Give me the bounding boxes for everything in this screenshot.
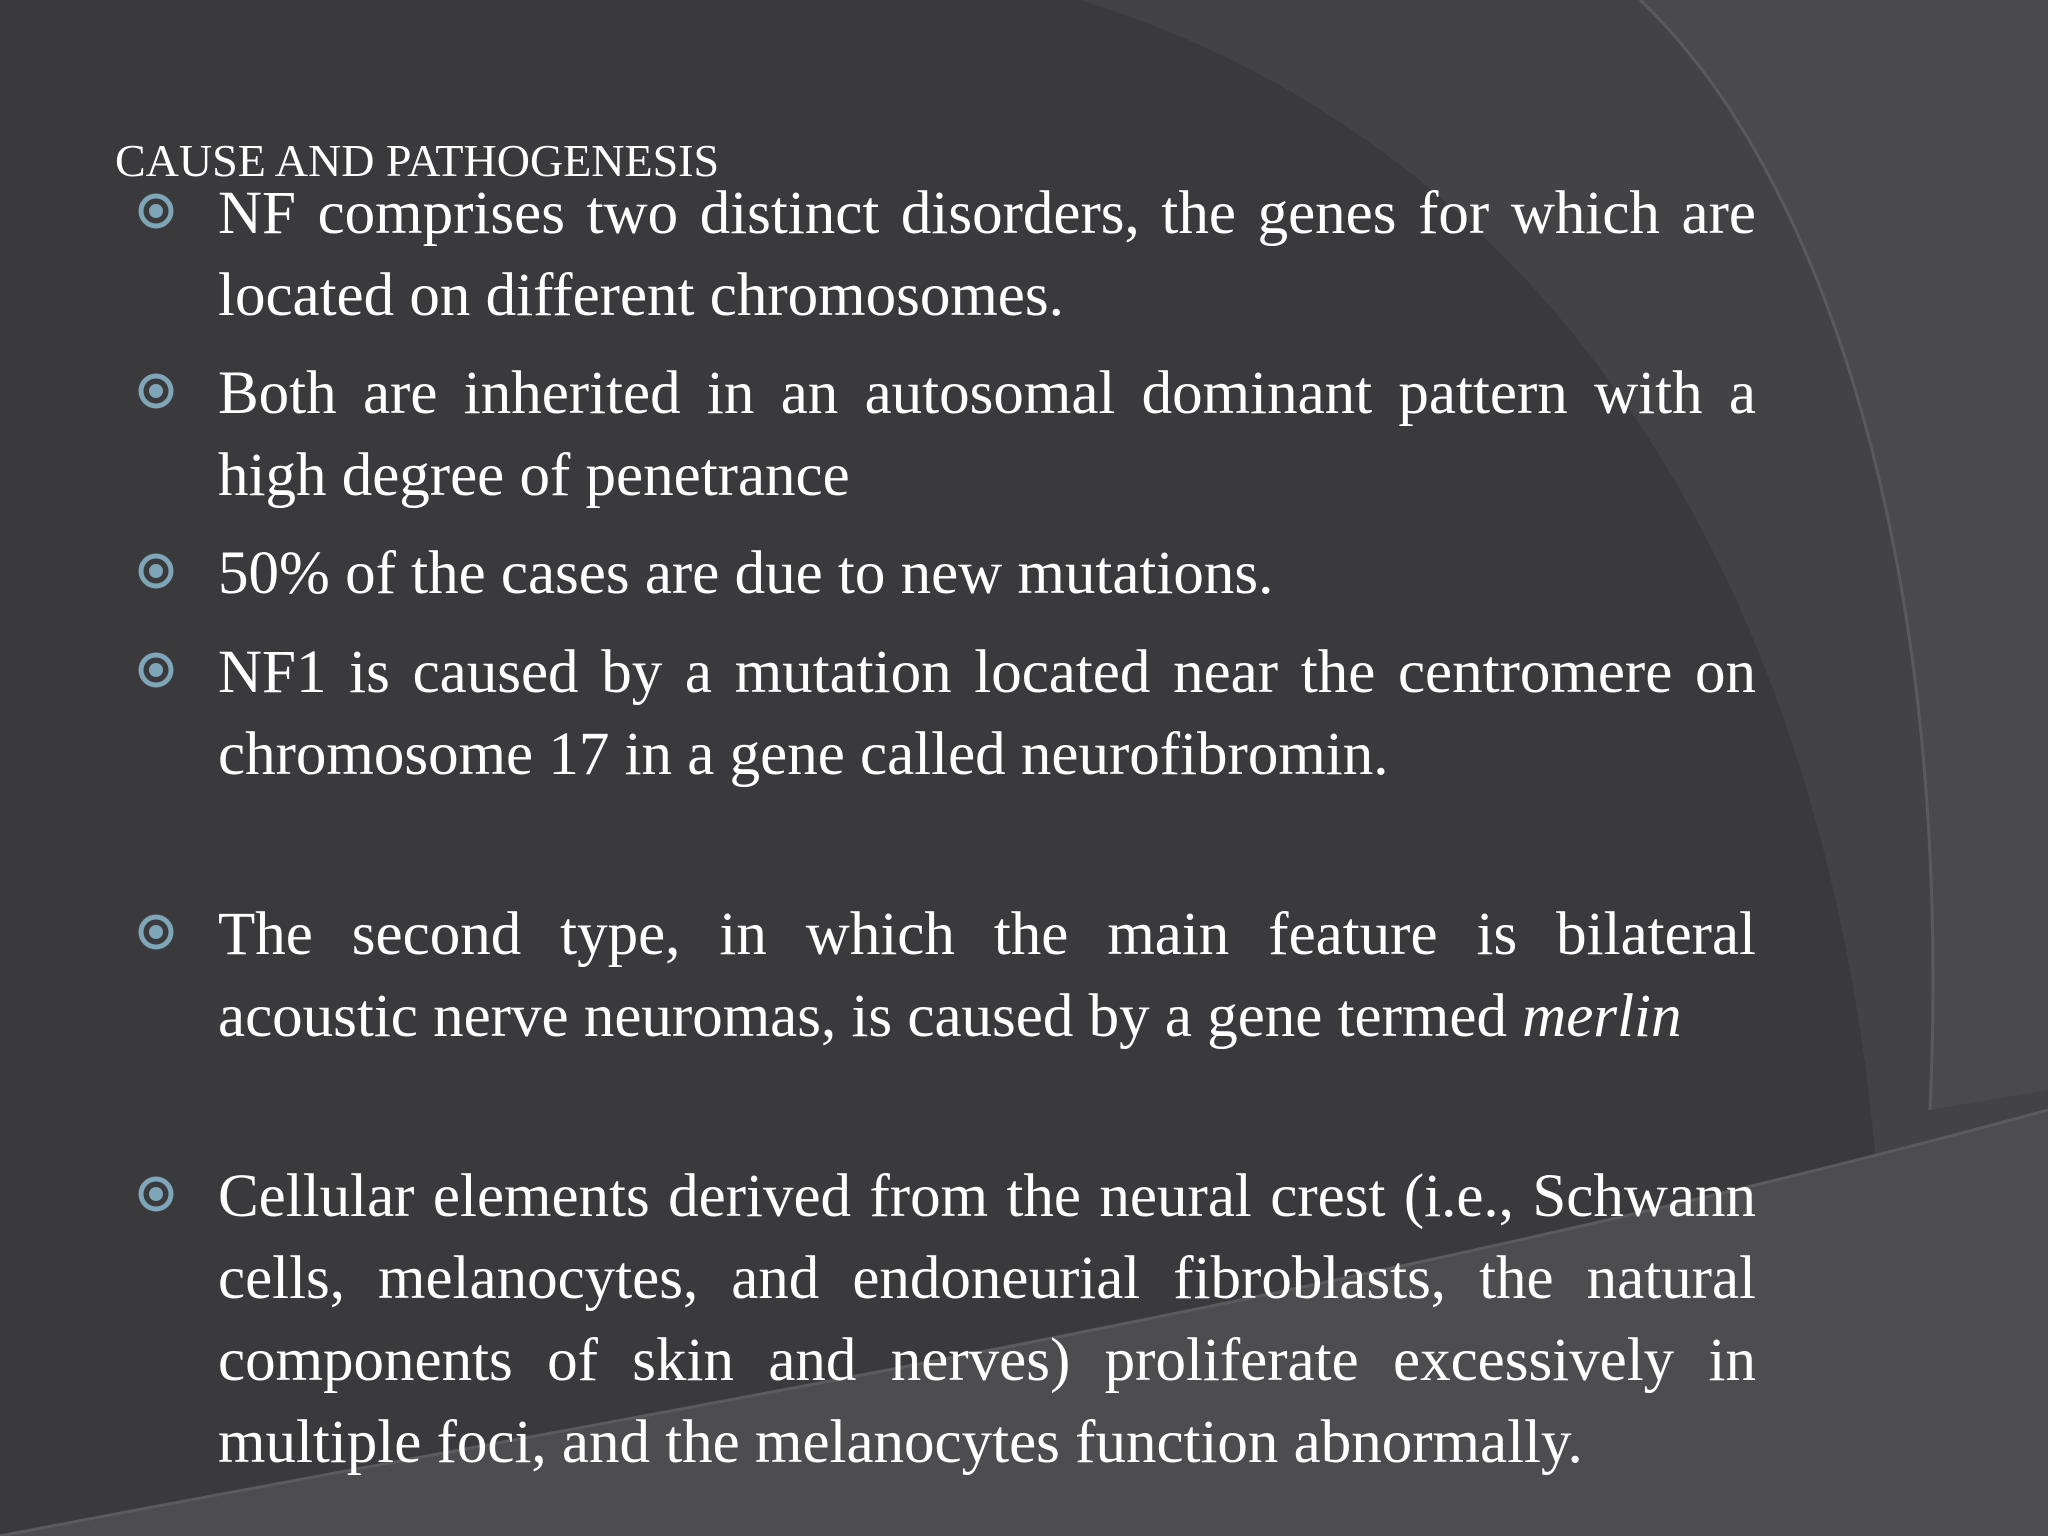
bullet-circle-icon (136, 912, 176, 952)
bullet-item: 50% of the cases are due to new mutations. (218, 540, 1274, 607)
bullet-circle-icon (136, 551, 176, 591)
bullet-item-italic: merlin (1522, 983, 1682, 1050)
bullet-circle-icon (136, 191, 176, 231)
bullet-circle-icon (136, 371, 176, 411)
bullet-item-text: The second type, in which the main feature is bilateral acoustic nerve neuromas, is caused by a gene termed (218, 901, 1756, 1050)
bullet-item: NF comprises two distinct disorders, the genes for which are located on different chromosomes. (218, 180, 1756, 329)
bullet-item (218, 894, 1756, 1058)
bullet-item: NF1 is caused by a mutation located near the centromere on chromosome 17 in a gene called neurofibromin. (218, 639, 1756, 788)
bullet-circle-icon (136, 1174, 176, 1214)
bullet-circle-icon (136, 650, 176, 690)
bullet-item: Both are inherited in an autosomal dominant pattern with a high degree of penetrance (218, 360, 1756, 509)
bullet-item: Cellular elements derived from the neural crest (i.e., Schwann cells, melanocytes, and endoneurial fibroblasts, the natural components of skin and nerves) proliferate excessively in multiple foci, and the melanocytes function abnormally. (218, 1163, 1756, 1476)
slide-title: CAUSE AND PATHOGENESIS (115, 135, 720, 186)
